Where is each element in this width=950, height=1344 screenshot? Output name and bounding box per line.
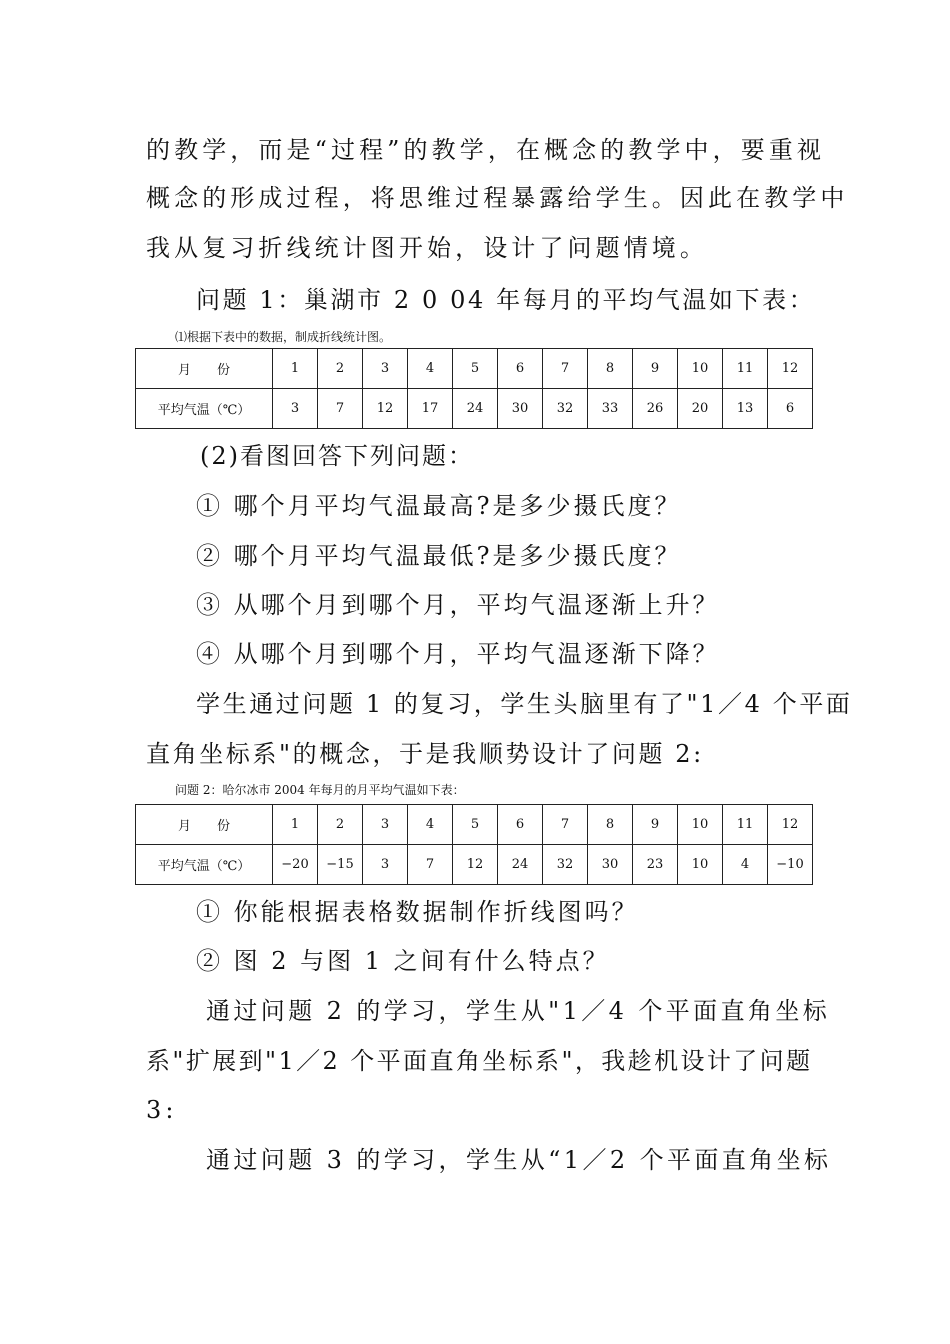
header-month-char-1: 月 (177, 819, 191, 834)
table-cell: 3 (273, 389, 318, 429)
table-cell: 12 (453, 845, 498, 885)
table-cell: 8 (588, 349, 633, 389)
table-cell: 26 (633, 389, 678, 429)
table-cell: 7 (543, 805, 588, 845)
header-month-char-2: 份 (217, 819, 231, 834)
paragraph-3-line-3: 3: (146, 1096, 178, 1124)
question-1-subtitle: ⑴根据下表中的数据，制成折线统计图。 (175, 330, 392, 344)
table-cell: 33 (588, 389, 633, 429)
paragraph-1-line-1: 的教学，而是“过程”的教学，在概念的教学中，要重视 (146, 136, 826, 164)
table-cell: 6 (498, 805, 543, 845)
temperature-table-2 (135, 804, 813, 885)
table-cell: 7 (543, 349, 588, 389)
table-cell: 3 (363, 349, 408, 389)
table-cell: 10 (678, 845, 723, 885)
question-1-title: 问题 1：巢湖市 2 0 04 年每月的平均气温如下表： (196, 286, 816, 314)
table-cell: 1 (273, 349, 318, 389)
table-cell: 20 (678, 389, 723, 429)
table-cell: 4 (408, 349, 453, 389)
table-cell: 13 (723, 389, 768, 429)
paragraph-3-line-2: 系"扩展到"1／2 个平面直角坐标系"，我趁机设计了问题 (146, 1047, 813, 1075)
table-cell: −10 (768, 845, 813, 885)
table-cell: 32 (543, 389, 588, 429)
table-cell: 4 (408, 805, 453, 845)
question-1-item-d: ④ 从哪个月到哪个月，平均气温逐渐下降？ (196, 640, 720, 668)
table-cell: 7 (318, 389, 363, 429)
table-cell: −15 (318, 845, 363, 885)
table-cell: 3 (363, 845, 408, 885)
table-cell: 5 (453, 349, 498, 389)
table-cell: 1 (273, 805, 318, 845)
table-row (136, 389, 813, 429)
table-row (136, 845, 813, 885)
table-cell: 10 (678, 805, 723, 845)
table-header-month (136, 349, 273, 389)
table-row (136, 805, 813, 845)
table-cell: 12 (363, 389, 408, 429)
paragraph-1-line-2: 概念的形成过程，将思维过程暴露给学生。因此在教学中 (146, 184, 849, 212)
table-row (136, 349, 813, 389)
table-cell: 7 (408, 845, 453, 885)
table-cell: 8 (588, 805, 633, 845)
question-1-item-b: ② 哪个月平均气温最低?是多少摄氏度？ (196, 542, 682, 570)
paragraph-3-line-1: 通过问题 2 的学习，学生从"1／4 个平面直角坐标 (206, 997, 831, 1025)
temperature-table-1 (135, 348, 813, 429)
table-cell: 24 (453, 389, 498, 429)
header-month-char-2: 份 (217, 363, 231, 378)
table-cell: 6 (498, 349, 543, 389)
table-row-label: 平均气温（℃） (136, 845, 273, 885)
table-cell: 24 (498, 845, 543, 885)
table-cell: 3 (363, 805, 408, 845)
question-1-item-a: ① 哪个月平均气温最高?是多少摄氏度？ (196, 492, 682, 520)
table-cell: 32 (543, 845, 588, 885)
question-2-item-b: ② 图 2 与图 1 之间有什么特点？ (196, 947, 610, 975)
paragraph-2-line-2: 直角坐标系"的概念，于是我顺势设计了问题 2: (146, 740, 704, 768)
question-2-title: 问题 2：哈尔冰市 2004 年每月的月平均气温如下表： (175, 783, 465, 797)
question-1-item-c: ③ 从哪个月到哪个月，平均气温逐渐上升？ (196, 591, 720, 619)
table-cell: 12 (768, 349, 813, 389)
table-cell: 30 (498, 389, 543, 429)
table-cell: 6 (768, 389, 813, 429)
table-cell: 30 (588, 845, 633, 885)
table-cell: 9 (633, 805, 678, 845)
table-cell: 4 (723, 845, 768, 885)
paragraph-4-line-1: 通过问题 3 的学习，学生从“1／2 个平面直角坐标 (206, 1146, 832, 1174)
table-header-month (136, 805, 273, 845)
table-cell: −20 (273, 845, 318, 885)
header-month-char-1: 月 (177, 363, 191, 378)
table-cell: 11 (723, 349, 768, 389)
table-cell: 11 (723, 805, 768, 845)
table-row-label: 平均气温（℃） (136, 389, 273, 429)
table-cell: 17 (408, 389, 453, 429)
question-2-item-a: ① 你能根据表格数据制作折线图吗？ (196, 898, 639, 926)
paragraph-2-line-1: 学生通过问题 1 的复习，学生头脑里有了"1／4 个平面 (196, 690, 853, 718)
table-cell: 10 (678, 349, 723, 389)
question-1-part-2: (2)看图回答下列问题： (200, 442, 474, 470)
table-cell: 9 (633, 349, 678, 389)
table-cell: 2 (318, 805, 363, 845)
paragraph-1-line-3: 我从复习折线统计图开始，设计了问题情境。 (146, 234, 708, 262)
table-cell: 2 (318, 349, 363, 389)
table-cell: 23 (633, 845, 678, 885)
table-cell: 12 (768, 805, 813, 845)
table-cell: 5 (453, 805, 498, 845)
